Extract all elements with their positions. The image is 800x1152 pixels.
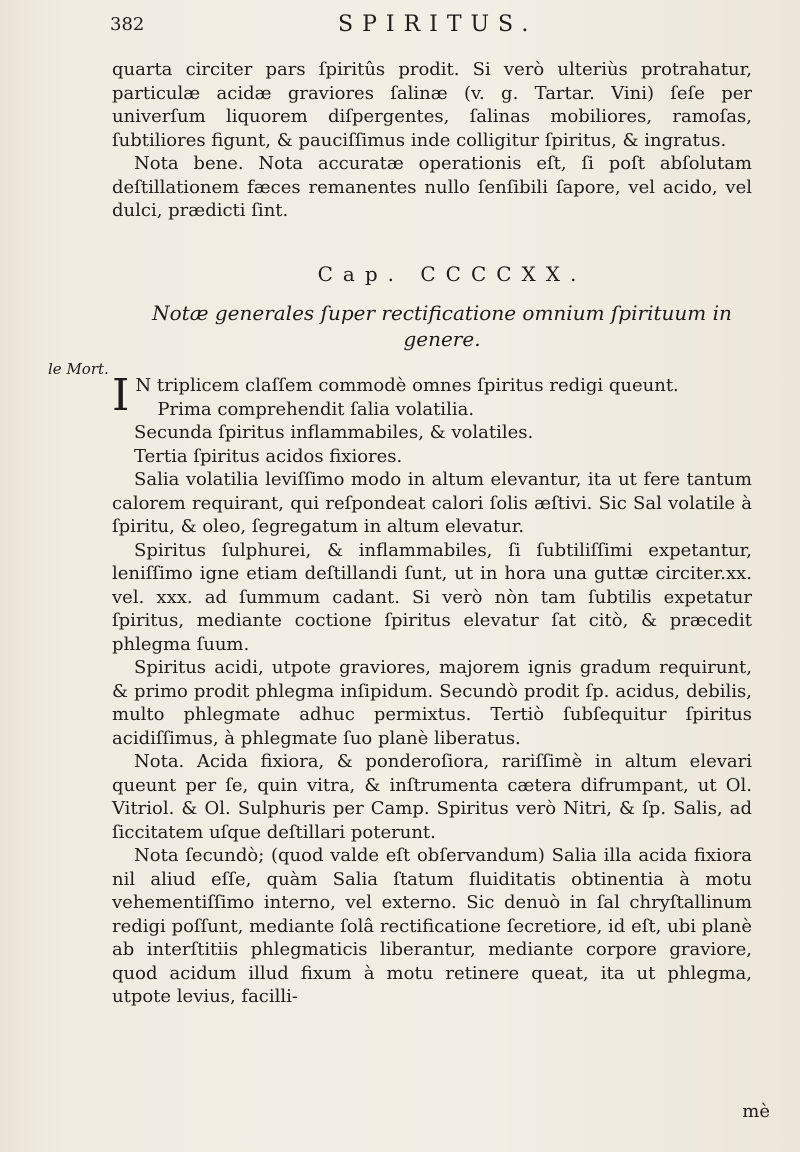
paragraph-secunda: Secunda ſpiritus inflammabiles, & volatiles. xyxy=(134,422,534,443)
running-head: SPIRITUS. xyxy=(338,12,538,37)
chapter-subtitle: Notæ generales ſuper rectificatione omnium ſpirituum in genere. xyxy=(152,301,732,351)
paragraph-tertia: Tertia ſpiritus acidos fixiores. xyxy=(134,445,403,467)
chapter-heading: Cap. CCCCXX. xyxy=(317,261,587,286)
paragraph-nota-acida: Nota. Acida fixiora, & ponderoſiora, rariſſimè in altum elevari queunt per ſe, quin vitra, & inſtrumenta cætera difrumpant, ut Ol. Vitriol. & Ol. Sulphuris per Camp. Spiritus verò Nitri, & ſp. Salis, ad ſiccitatem uſque deſtillari poterunt. xyxy=(112,751,752,843)
drop-cap: I xyxy=(112,370,130,421)
intro-paragraph: quarta circiter pars ſpiritûs prodit. Si verò ulteriùs protrahatur, particulæ acidæ graviores ſalinæ (v. g. Tartar. Vini) ſeſe per univerſum liquorem diſpergentes, ſalinas mobiliores, ramoſas, ſubtiliores figunt, & pauciſſimus inde colligitur ſpiritus, & ingratus. xyxy=(112,59,752,151)
catchword: mè xyxy=(742,1101,770,1122)
margin-note: le Mort. xyxy=(48,360,109,378)
page-body xyxy=(112,58,752,1009)
paragraph-nota-secundo: Nota ſecundò; (quod valde eſt obſervandum) Salia illa acida fixiora nil aliud eſſe, quàm Salia ſtatum fluiditatis obtinentia à motu vehementiſſimo interno, vel externo. Sic denuò in ſal chryſtallinum redigi poſſunt, mediante ſolâ rectificatione ſecretiore, id eſt, ubi planè ab interſtitiis phlegmaticis liberantur, mediante corpore graviore, quod acidum illud fixum à motu retinere queat, ita ut phlegma, utpote levius, facilli- xyxy=(112,845,752,1007)
paragraph-spiritus-sulphurei: Spiritus ſulphurei, & inflammabiles, ſi ſubtiliſſimi expetantur, leniſſimo igne etiam deſtillandi ſunt, ut in hora una guttæ circiter.xx. vel. xxx. ad ſummum cadant. Si verò nòn tam ſubtilis expetatur ſpiritus, mediante coctione ſpiritus elevatur ſat citò, & præcedit phlegma ſuum. xyxy=(112,539,752,655)
nota-bene-paragraph: Nota bene. Nota accuratæ operationis eſt, ſi poſt abſolutam deſtillationem fæces remanentes nullo ſenſibili ſapore, vel acido, vel dulci, prædicti ſint. xyxy=(112,153,752,221)
paragraph-prima: Prima comprehendit ſalia volatilia. xyxy=(157,398,475,420)
page-number: 382 xyxy=(110,14,145,35)
page-header xyxy=(110,12,750,52)
paragraph-salia-volatilia: Salia volatilia leviſſimo modo in altum elevantur, ita ut fere tantum calorem requirant, qui reſpondeat calori ſolis æſtivi. Sic Sal volatile à ſpiritu, & oleo, ſegregatum in altum elevatur. xyxy=(112,469,752,537)
first-paragraph-text: N triplicem claſſem commodè omnes ſpiritus redigi queunt. xyxy=(135,375,679,396)
paragraph-spiritus-acidi: Spiritus acidi, utpote graviores, majorem ignis gradum requirunt, & primo prodit phlegma inſipidum. Secundò prodit ſp. acidus, debilis, multo phlegmate adhuc permixtus. Tertiò ſubſequitur ſpiritus acidiſſimus, à phlegmate ſuo planè liberatus. xyxy=(112,657,752,749)
